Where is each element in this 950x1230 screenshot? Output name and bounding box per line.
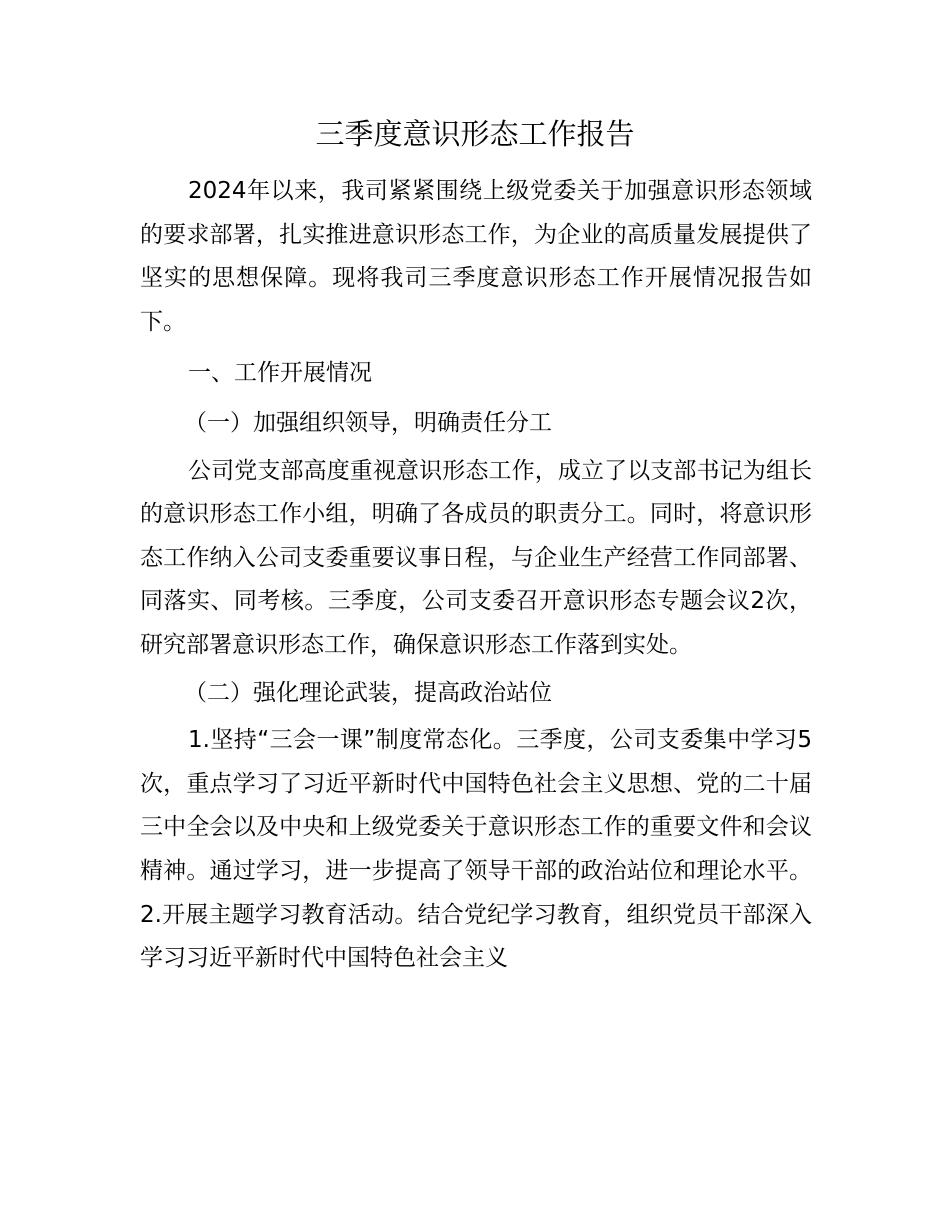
subsection-heading-organization: （一）加强组织领导，明确责任分工	[184, 409, 552, 436]
organization-paragraph: 公司党支部高度重视意识形态工作，成立了以支部书记为组长的意识形态工作小组，明确了各成员的职责分工。同时，将意识形态工作纳入公司支委重要议事日程，与企业生产经营工作同部署、同落实、同考核。三季度，公司支委召开意识形态专题会议2次，研究部署意识形态工作，确保意识形态工作落到实处。	[140, 457, 812, 658]
intro-paragraph: 2024年以来，我司紧紧围绕上级党委关于加强意识形态领域的要求部署，扎实推进意识形态工作，为企业的高质量发展提供了坚实的思想保障。现将我司三季度意识形态工作开展情况报告如下。	[140, 178, 812, 335]
subsection-heading-theory: （二）强化理论武装，提高政治站位	[184, 679, 552, 706]
document-title: 三季度意识形态工作报告	[315, 117, 635, 151]
document-body	[140, 170, 812, 981]
theory-paragraph: 1.坚持“三会一课”制度常态化。三季度，公司支委集中学习5次，重点学习了习近平新时代中国特色社会主义思想、党的二十届三中全会以及中央和上级党委关于意识形态工作的重要文件和会议精神。通过学习，进一步提高了领导干部的政治站位和理论水平。2.开展主题学习教育活动。结合党纪学习教育，组织党员干部深入学习习近平新时代中国特色社会主义	[140, 727, 812, 972]
section-heading-work-status: 一、工作开展情况	[188, 360, 372, 387]
